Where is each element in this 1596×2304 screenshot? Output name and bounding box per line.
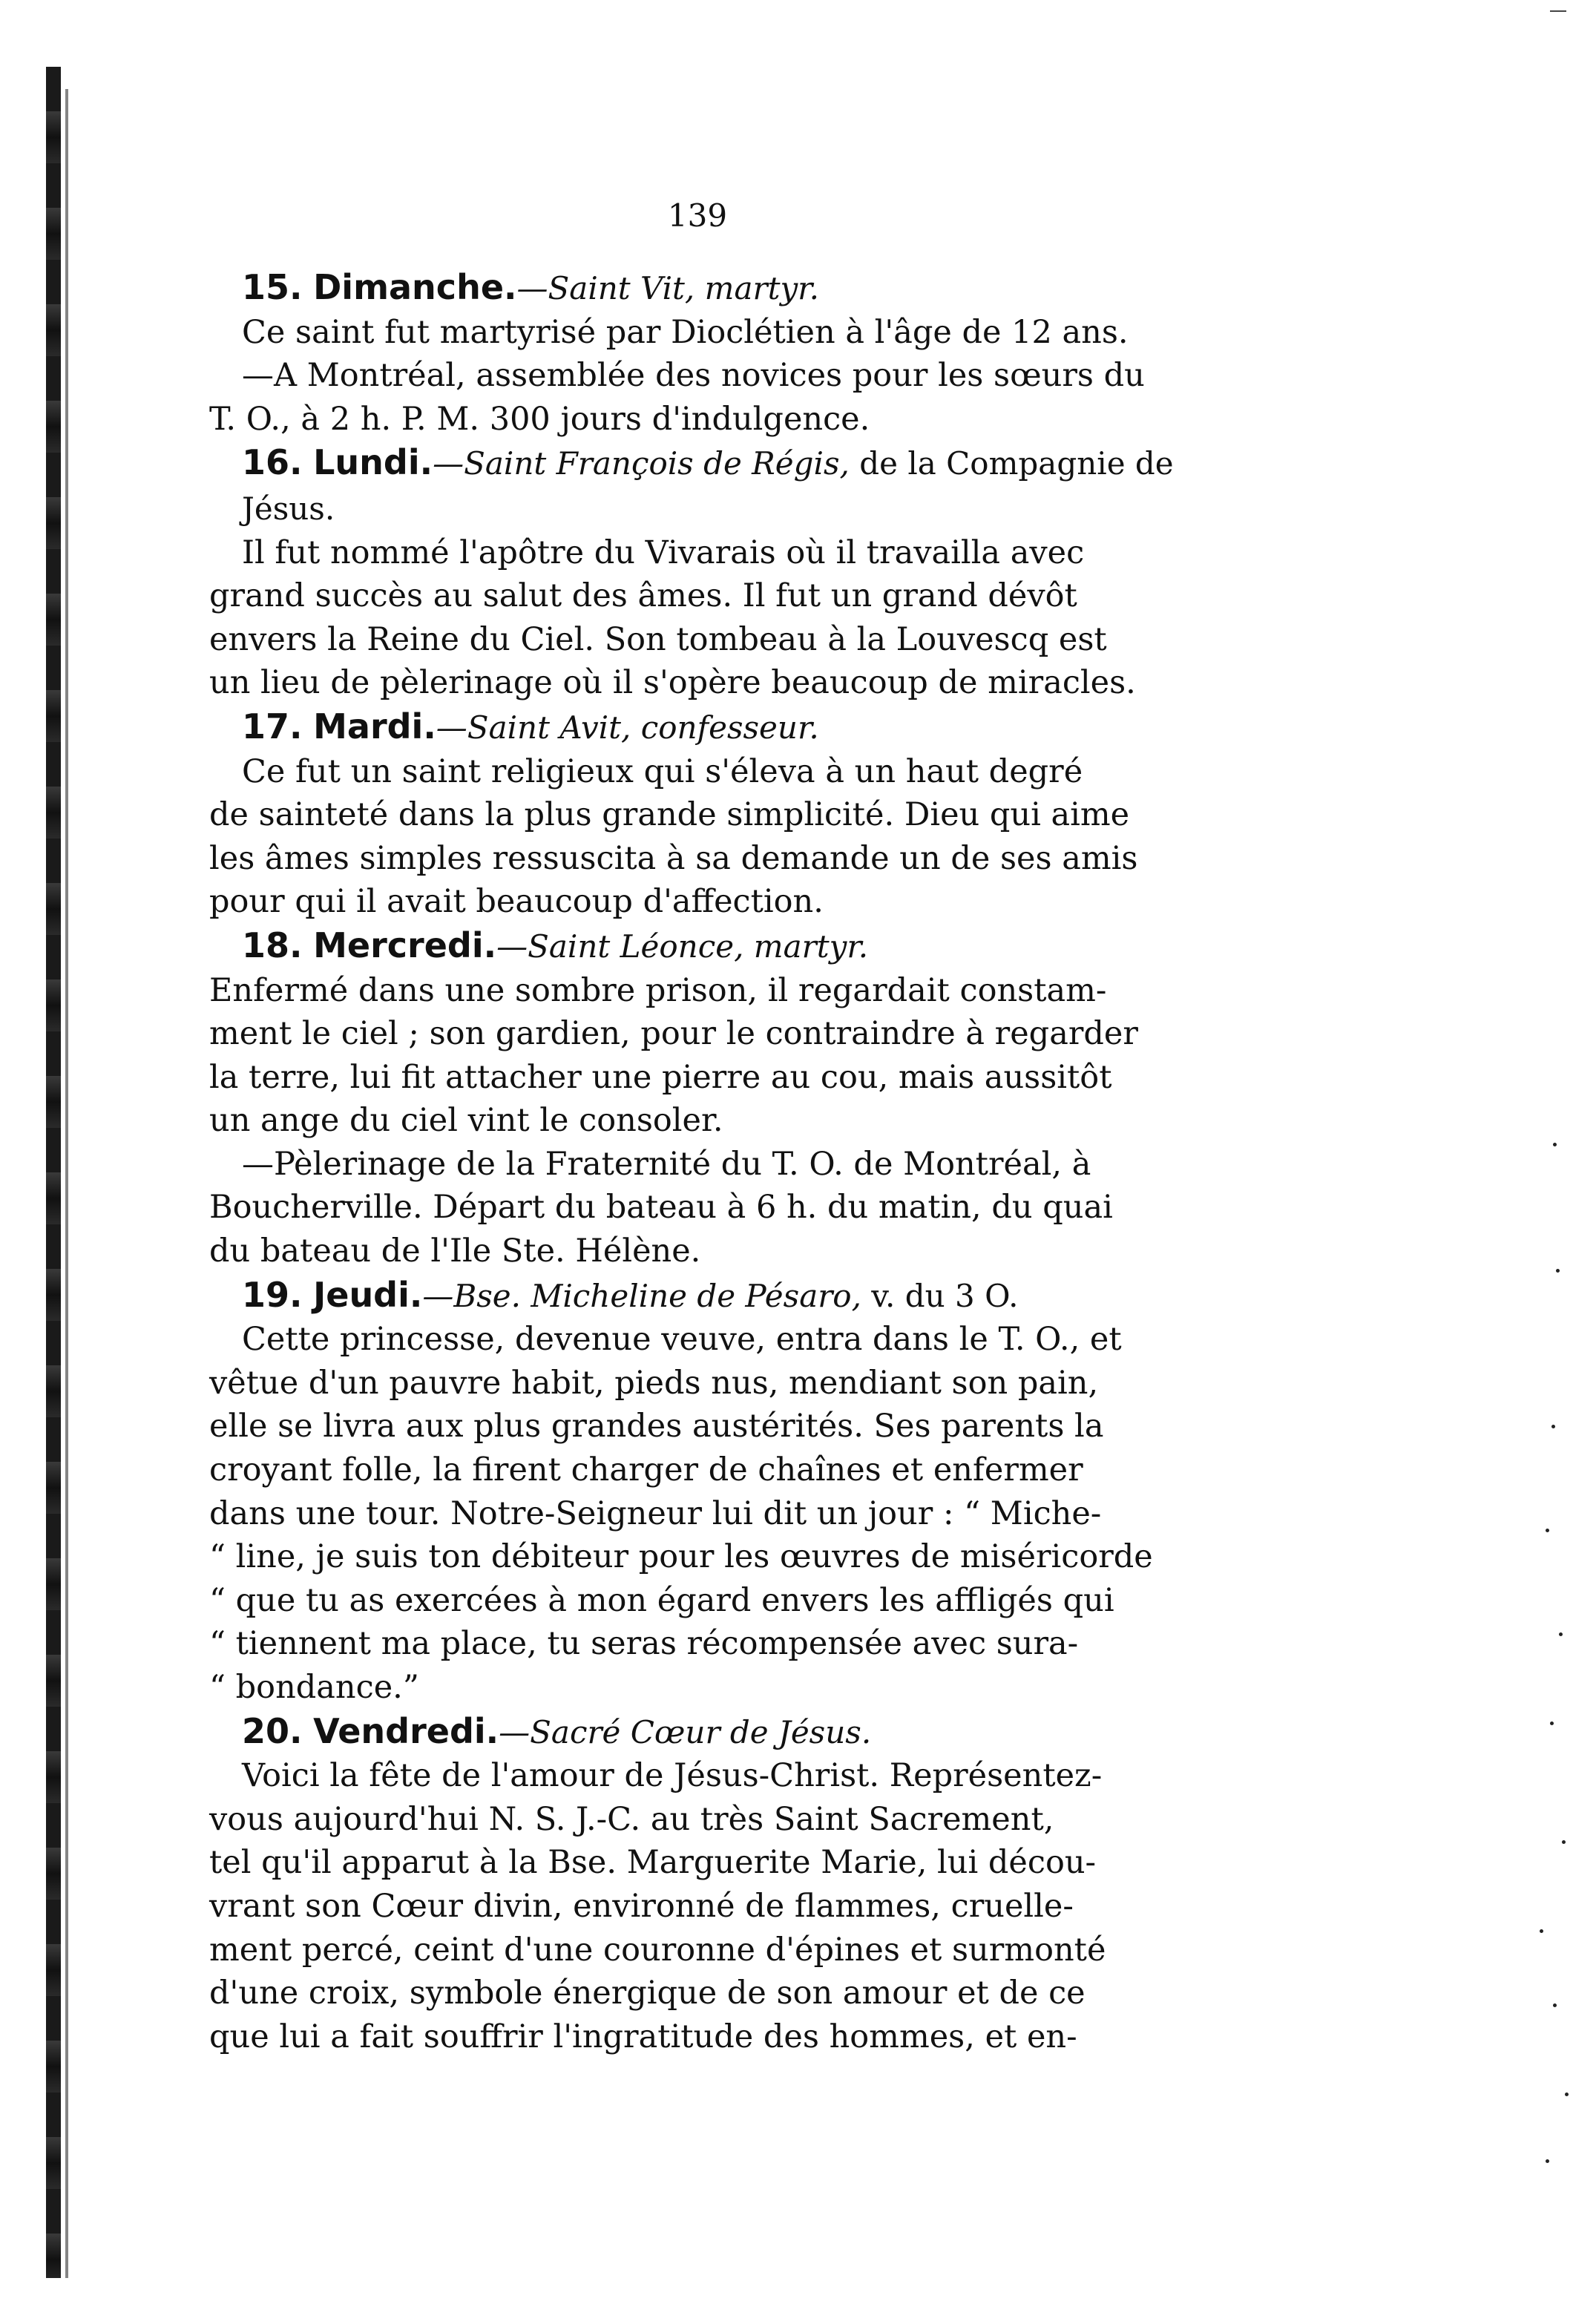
text-line: “ tiennent ma place, tu seras récompensée avec sura-	[209, 1625, 1079, 1663]
entry-heading	[209, 1710, 1241, 1755]
text-line: d'une croix, symbole énergique de son amour et de ce	[209, 1975, 1086, 2012]
text-line: —A Montréal, assemblée des novices pour les sœurs du	[242, 357, 1145, 395]
day-number: 15.	[242, 267, 303, 307]
entry-paragraph	[209, 311, 1241, 355]
text-line: ment le ciel ; son gardien, pour le contraindre à regarder	[209, 1015, 1138, 1053]
text-line: dans une tour. Notre-Seigneur lui dit un jour : “ Miche-	[209, 1494, 1102, 1532]
text-line: Ce fut un saint religieux qui s'éleva à un haut degré	[242, 752, 1083, 790]
day-name: Mardi.	[313, 706, 436, 746]
entry-heading	[209, 1273, 1241, 1319]
feast-title: —Bse. Micheline de Pésaro,	[422, 1277, 861, 1314]
day-entry-18	[209, 924, 1241, 1273]
binding-shadow	[65, 89, 68, 2278]
day-entry-15	[209, 266, 1241, 441]
entry-heading	[209, 924, 1241, 969]
day-number: 17.	[242, 706, 303, 746]
calendar-text	[209, 266, 1241, 2058]
text-line: que lui a fait souffrir l'ingratitude des hommes, et en-	[209, 2018, 1077, 2055]
text-line: Ce saint fut martyrisé par Dioclétien à l'âge de 12 ans.	[242, 313, 1129, 351]
text-line: grand succès au salut des âmes. Il fut un grand dévôt	[209, 577, 1077, 615]
text-line: de sainteté dans la plus grande simplicité. Dieu qui aime	[209, 796, 1130, 834]
feast-title: —Sacré Cœur de Jésus.	[499, 1713, 872, 1750]
entry-paragraph	[209, 1143, 1241, 1273]
feast-title: —Saint Avit, confesseur.	[436, 709, 819, 746]
text-line: Cette princesse, devenue veuve, entra dans le T. O., et	[242, 1321, 1122, 1359]
text-line: T. O., à 2 h. P. M. 300 jours d'indulgence.	[209, 400, 870, 438]
entry-heading	[209, 441, 1241, 531]
text-line: Voici la fête de l'amour de Jésus-Christ. Représentez-	[242, 1757, 1103, 1795]
text-line: croyant folle, la firent charger de chaînes et enfermer	[209, 1451, 1083, 1489]
scan-specks	[1523, 1113, 1575, 2226]
entry-paragraph	[209, 969, 1241, 1143]
text-line: envers la Reine du Ciel. Son tombeau à la Louvescq est	[209, 620, 1107, 658]
text-line: —Pèlerinage de la Fraternité du T. O. de Montréal, à	[242, 1145, 1091, 1183]
text-line: un lieu de pèlerinage où il s'opère beaucoup de miracles.	[209, 664, 1136, 702]
entry-heading	[209, 266, 1241, 311]
entry-paragraph	[209, 531, 1241, 705]
text-line: “ bondance.”	[209, 1669, 419, 1706]
text-line: tel qu'il apparut à la Bse. Marguerite Marie, lui décou-	[209, 1844, 1097, 1882]
text-line: elle se livra aux plus grandes austérités. Ses parents la	[209, 1408, 1104, 1445]
page-number: 139	[667, 197, 728, 234]
text-line: du bateau de l'Ile Ste. Hélène.	[209, 1233, 701, 1270]
entry-heading	[209, 705, 1241, 750]
entry-paragraph	[209, 1318, 1241, 1709]
entry-paragraph	[209, 1754, 1241, 2058]
feast-title: —Saint François de Régis,	[433, 445, 850, 482]
text-line: “ line, je suis ton débiteur pour les œuvres de miséricorde	[209, 1538, 1153, 1576]
day-name: Jeudi.	[313, 1274, 423, 1315]
text-line: la terre, lui fit attacher une pierre au cou, mais aussitôt	[209, 1058, 1112, 1096]
day-entry-16	[209, 441, 1241, 705]
binding-edge	[46, 67, 61, 2278]
entry-paragraph	[209, 354, 1241, 441]
day-number: 20.	[242, 1710, 303, 1751]
text-line: Enfermé dans une sombre prison, il regardait constam-	[209, 971, 1107, 1009]
text-line: les âmes simples ressuscita à sa demande un de ses amis	[209, 839, 1138, 877]
text-line: un ange du ciel vint le consoler.	[209, 1102, 723, 1140]
day-name: Lundi.	[313, 442, 433, 483]
day-name: Vendredi.	[313, 1710, 499, 1751]
day-entry-20	[209, 1710, 1241, 2059]
feast-title: —Saint Vit, martyr.	[516, 270, 819, 306]
feast-subtitle: v. du 3 O.	[861, 1277, 1019, 1314]
entry-paragraph	[209, 750, 1241, 924]
day-number: 16.	[242, 442, 303, 483]
text-line: vrant son Cœur divin, environné de flammes, cruelle-	[209, 1887, 1074, 1925]
text-line: pour qui il avait beaucoup d'affection.	[209, 883, 824, 921]
day-number: 19.	[242, 1274, 303, 1315]
day-number: 18.	[242, 925, 303, 965]
feast-subtitle: de la Compagnie de Jésus.	[242, 445, 1174, 527]
day-entry-17	[209, 705, 1241, 924]
text-line: “ que tu as exercées à mon égard envers les affligés qui	[209, 1581, 1114, 1619]
feast-title: —Saint Léonce, martyr.	[496, 928, 869, 965]
day-name: Dimanche.	[313, 267, 517, 307]
text-line: ment percé, ceint d'une couronne d'épines et surmonté	[209, 1931, 1106, 1969]
text-line: Il fut nommé l'apôtre du Vivarais où il travailla avec	[242, 534, 1085, 571]
day-entry-19	[209, 1273, 1241, 1710]
text-line: vêtue d'un pauvre habit, pieds nus, mendiant son pain,	[209, 1364, 1099, 1402]
scan-corner-mark	[1550, 10, 1566, 12]
text-line: vous aujourd'hui N. S. J.-C. au très Saint Sacrement,	[209, 1800, 1054, 1838]
day-name: Mercredi.	[313, 925, 497, 965]
text-line: Boucherville. Départ du bateau à 6 h. du matin, du quai	[209, 1189, 1113, 1227]
